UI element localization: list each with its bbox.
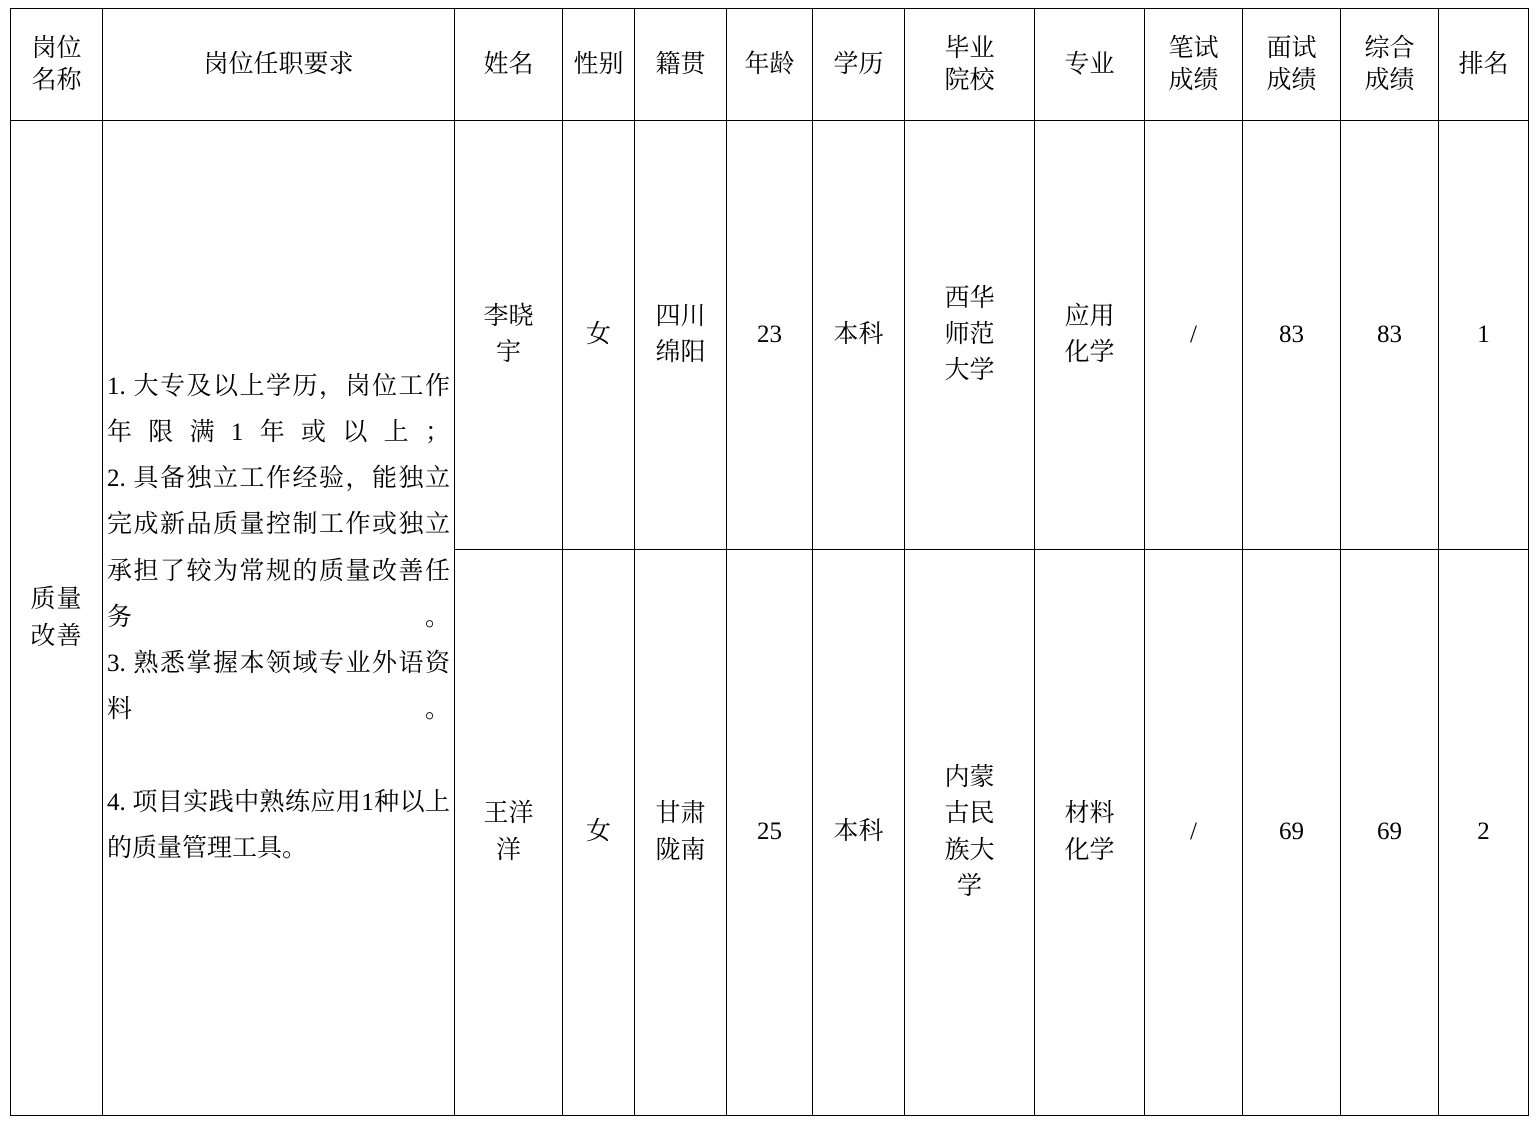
- interview-score-value: 83: [1279, 320, 1304, 348]
- header-education-label: 学历: [833, 50, 884, 78]
- post-name-value: 质量改善: [30, 585, 83, 650]
- origin-value: 甘肃陇南: [655, 800, 706, 864]
- cell-sex: [563, 121, 635, 550]
- header-school: [905, 9, 1035, 121]
- requirement-item-3: 3. 熟悉掌握本领域专业外语资料。: [107, 650, 450, 724]
- age-value: 23: [757, 320, 782, 348]
- header-school-label: 毕业院校: [944, 35, 995, 94]
- cell-total-score: [1341, 121, 1439, 550]
- table-header: [11, 9, 1529, 121]
- name-value: 李晓宇: [483, 302, 534, 367]
- cell-origin: [635, 550, 727, 1116]
- header-interview-score: [1243, 9, 1341, 121]
- header-total-score-label: 综合成绩: [1364, 35, 1415, 94]
- name-value: 王洋洋: [483, 800, 534, 864]
- age-value: 25: [757, 818, 782, 846]
- requirement-item-2: 2. 具备独立工作经验，能独立完成新品质量控制工作或独立承担了较为常规的质量改善任务。: [107, 465, 450, 631]
- total-score-value: 69: [1377, 818, 1402, 846]
- cell-age: [727, 550, 813, 1116]
- school-value: 内蒙古民族大学: [944, 764, 995, 900]
- cell-sex: [563, 550, 635, 1116]
- cell-interview-score: [1243, 121, 1341, 550]
- header-written-score: [1145, 9, 1243, 121]
- header-major-label: 专业: [1064, 50, 1115, 78]
- cell-school: [905, 550, 1035, 1116]
- header-requirements: [103, 9, 455, 121]
- major-value: 应用化学: [1064, 302, 1115, 367]
- header-origin: [635, 9, 727, 121]
- requirement-item-1: 1. 大专及以上学历，岗位工作年限满1年或以上；: [107, 372, 450, 446]
- header-interview-score-label: 面试成绩: [1266, 35, 1317, 94]
- header-written-score-label: 笔试成绩: [1168, 35, 1219, 94]
- cell-age: [727, 121, 813, 550]
- header-age: [727, 9, 813, 121]
- header-sex-label: 性别: [573, 50, 624, 78]
- table-body: [11, 121, 1529, 1116]
- sex-value: 女: [585, 320, 611, 348]
- cell-rank: [1439, 121, 1529, 550]
- requirement-item-4: 4. 项目实践中熟练应用1种以上的质量管理工具。: [107, 788, 450, 863]
- cell-requirements: [103, 121, 455, 1116]
- header-age-label: 年龄: [744, 50, 795, 78]
- written-score-value: /: [1190, 320, 1197, 348]
- cell-name: [455, 121, 563, 550]
- rank-value: 1: [1477, 320, 1490, 348]
- cell-written-score: [1145, 121, 1243, 550]
- cell-total-score: [1341, 550, 1439, 1116]
- cell-major: [1035, 121, 1145, 550]
- cell-education: [813, 550, 905, 1116]
- school-value: 西华师范大学: [944, 284, 995, 385]
- cell-major: [1035, 550, 1145, 1116]
- written-score-value: /: [1190, 818, 1197, 846]
- sex-value: 女: [585, 818, 611, 846]
- table-row: [11, 121, 1529, 550]
- header-sex: [563, 9, 635, 121]
- header-name-label: 姓名: [483, 50, 534, 78]
- header-rank: [1439, 9, 1529, 121]
- header-rank-label: 排名: [1458, 50, 1509, 78]
- header-name: [455, 9, 563, 121]
- cell-written-score: [1145, 550, 1243, 1116]
- cell-post-name: [11, 121, 103, 1116]
- header-education: [813, 9, 905, 121]
- cell-rank: [1439, 550, 1529, 1116]
- origin-value: 四川绵阳: [655, 302, 706, 367]
- cell-name: [455, 550, 563, 1116]
- rank-value: 2: [1477, 818, 1490, 846]
- header-origin-label: 籍贯: [655, 50, 706, 78]
- interview-score-value: 69: [1279, 818, 1304, 846]
- header-requirements-label: 岗位任职要求: [203, 50, 354, 78]
- education-value: 本科: [833, 320, 884, 348]
- header-total-score: [1341, 9, 1439, 121]
- cell-interview-score: [1243, 550, 1341, 1116]
- education-value: 本科: [833, 818, 884, 846]
- cell-origin: [635, 121, 727, 550]
- header-major: [1035, 9, 1145, 121]
- header-post-name-label: 岗位名称: [31, 35, 82, 94]
- cell-education: [813, 121, 905, 550]
- table-header-row: [11, 9, 1529, 121]
- total-score-value: 83: [1377, 320, 1402, 348]
- header-post-name: [11, 9, 103, 121]
- major-value: 材料化学: [1064, 800, 1115, 864]
- cell-school: [905, 121, 1035, 550]
- recruitment-results-table: [10, 8, 1529, 1116]
